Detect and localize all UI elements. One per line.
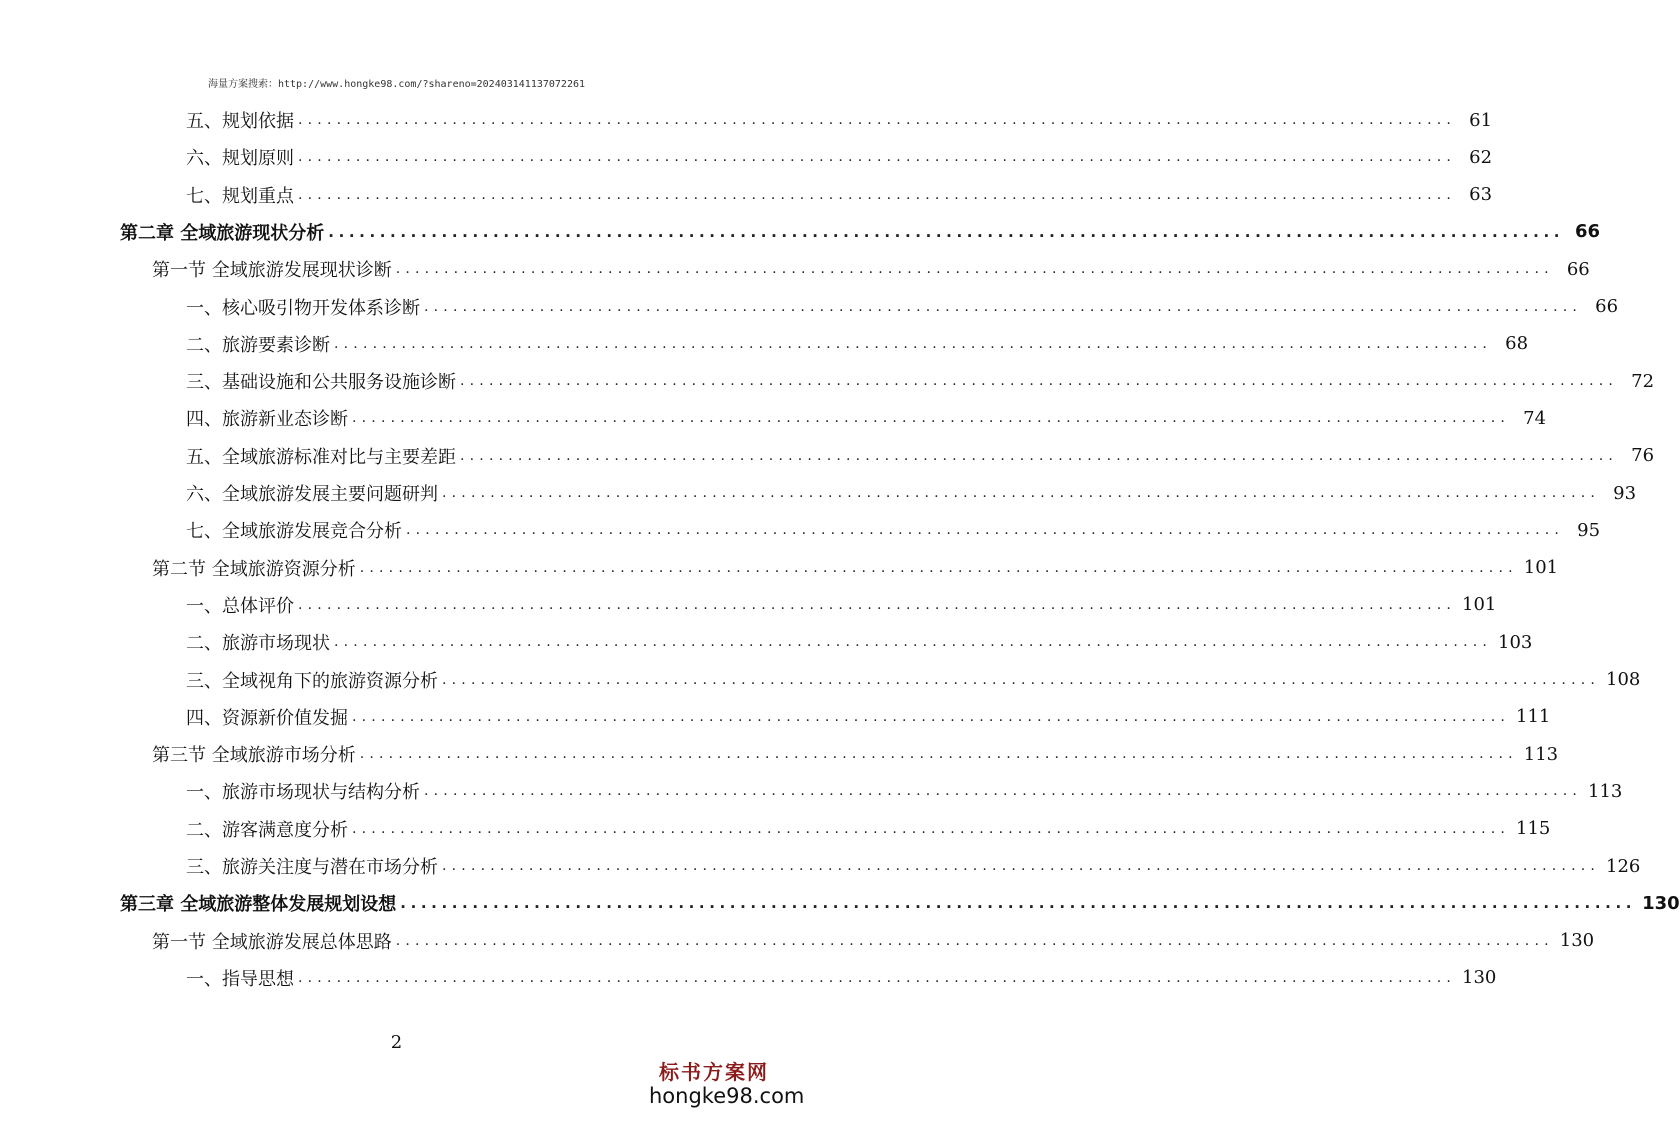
toc-entry-title: 一、核心吸引物开发体系诊断 [186, 297, 420, 319]
toc-entry-page: 68 [1505, 333, 1529, 355]
toc-row-item[interactable] [186, 478, 1637, 508]
toc-entry-page: 66 [1595, 296, 1619, 317]
toc-dot-leader: ........................................................................................................................ [400, 894, 1637, 913]
toc-dot-leader: ........................................................................................................................ [424, 783, 1583, 800]
toc-dot-leader: ........................................................................................................................ [298, 596, 1457, 613]
toc-entry-page: 66 [1575, 221, 1601, 243]
toc-entry-title: 第三节 全域旅游市场分析 [152, 745, 356, 767]
toc-entry-title: 五、规划依据 [186, 111, 294, 132]
toc-dot-leader: ........................................................................................................................ [352, 820, 1511, 837]
toc-entry-page: 111 [1516, 706, 1551, 728]
toc-entry-title: 第三章 全域旅游整体发展规划设想 [120, 894, 397, 916]
toc-entry-page: 72 [1631, 370, 1655, 392]
toc-row-item[interactable] [186, 814, 1551, 844]
toc-row-section[interactable] [152, 553, 1559, 583]
toc-row-item[interactable] [186, 963, 1497, 993]
toc-dot-leader: ........................................................................................................................ [359, 559, 1518, 576]
toc-row-item[interactable] [186, 441, 1655, 471]
toc-entry-title: 四、资源新价值发掘 [186, 707, 348, 729]
toc-entry-page: 101 [1462, 594, 1497, 616]
toc-dot-leader: ........................................................................................................................ [460, 447, 1619, 464]
toc-entry-page: 93 [1613, 482, 1637, 504]
toc-entry-title: 第二节 全域旅游资源分析 [152, 558, 356, 580]
toc-dot-leader: ........................................................................................................................ [442, 485, 1601, 501]
toc-entry-page: 113 [1523, 743, 1559, 765]
header-note[interactable]: 海量方案搜索：http://www.hongke98.com/?shareno=202403141137072261 [207, 79, 586, 90]
toc-row-item[interactable] [186, 142, 1493, 172]
toc-entry-title: 二、游客满意度分析 [186, 819, 348, 841]
toc-dot-leader: ........................................................................................................................ [460, 373, 1619, 390]
toc-entry-page: 108 [1606, 669, 1641, 690]
toc-entry-page: 76 [1631, 445, 1655, 467]
toc-dot-leader: ........................................................................................................................ [442, 671, 1601, 688]
toc-row-section[interactable] [152, 926, 1595, 956]
toc-entry-title: 三、基础设施和公共服务设施诊断 [186, 372, 456, 394]
toc-entry-page: 126 [1606, 855, 1641, 877]
watermark-cn-text: 标书方案网 [659, 1060, 769, 1084]
toc-entry-title: 六、全域旅游发展主要问题研判 [186, 484, 438, 505]
toc-entry-title: 四、旅游新业态诊断 [186, 409, 348, 431]
toc-entry-title: 七、全域旅游发展竞合分析 [186, 521, 402, 543]
toc-row-item[interactable] [186, 665, 1641, 695]
toc-entry-page: 113 [1588, 780, 1623, 802]
toc-dot-leader: ........................................................................................................................ [352, 410, 1511, 427]
toc-entry-title: 二、旅游要素诊断 [186, 334, 330, 356]
toc-entry-page: 61 [1469, 109, 1493, 131]
toc-entry-page: 95 [1577, 519, 1601, 541]
toc-dot-leader: ........................................................................................................................ [395, 261, 1554, 278]
toc-entry-title: 三、全域视角下的旅游资源分析 [186, 670, 438, 692]
toc-entry-title: 二、旅游市场现状 [186, 633, 330, 655]
toc-entry-title: 六、规划原则 [186, 148, 294, 170]
toc-dot-leader: ........................................................................................................................ [328, 222, 1565, 241]
toc-dot-leader: ........................................................................................................................ [298, 112, 1457, 128]
toc-entry-page: 115 [1516, 818, 1551, 840]
toc-entry-title: 三、旅游关注度与潜在市场分析 [186, 857, 438, 878]
toc-entry-page: 130 [1642, 892, 1680, 914]
toc-entry-title: 第一节 全域旅游发展现状诊断 [152, 260, 392, 282]
toc-dot-leader: ........................................................................................................................ [359, 746, 1518, 763]
toc-dot-leader: ........................................................................................................................ [298, 969, 1457, 986]
toc-entry-title: 一、指导思想 [186, 968, 294, 990]
toc-row-section[interactable] [152, 254, 1590, 284]
toc-entry-title: 第一节 全域旅游发展总体思路 [152, 931, 392, 953]
toc-entry-title: 第二章 全域旅游现状分析 [120, 222, 325, 244]
watermark-en-text: hongke98.com [649, 1084, 805, 1108]
toc-entry-title: 五、全域旅游标准对比与主要差距 [186, 446, 456, 468]
toc-entry-page: 130 [1559, 930, 1595, 952]
toc-row-item[interactable] [186, 180, 1493, 210]
toc-dot-leader: ........................................................................................................................ [442, 858, 1601, 874]
toc-entry-page: 130 [1462, 967, 1497, 989]
toc-row-item[interactable] [186, 776, 1623, 806]
toc-entry-page: 62 [1469, 146, 1493, 168]
toc-row-item[interactable] [186, 329, 1529, 359]
toc-entry-page: 101 [1523, 557, 1559, 579]
toc-row-item[interactable] [186, 292, 1619, 322]
toc-dot-leader: ........................................................................................................................ [424, 298, 1583, 315]
toc-row-chapter[interactable] [120, 888, 1680, 918]
toc-row-section[interactable] [152, 739, 1559, 769]
toc-row-item[interactable] [186, 851, 1641, 881]
toc-entry-page: 66 [1566, 258, 1590, 280]
toc-entry-title: 一、旅游市场现状与结构分析 [186, 782, 420, 804]
page-number: 2 [390, 1032, 403, 1053]
toc-row-chapter[interactable] [120, 217, 1601, 247]
toc-dot-leader: ........................................................................................................................ [334, 634, 1493, 651]
toc-row-item[interactable] [186, 590, 1497, 620]
watermark-logo [649, 1060, 805, 1108]
toc-dot-leader: ........................................................................................................................ [298, 186, 1457, 203]
toc-row-item[interactable] [186, 702, 1551, 732]
toc-dot-leader: ........................................................................................................................ [395, 932, 1554, 949]
toc-dot-leader: ........................................................................................................................ [298, 149, 1457, 166]
toc-row-item[interactable] [186, 366, 1655, 396]
toc-row-item[interactable] [186, 515, 1601, 545]
toc-dot-leader: ........................................................................................................................ [352, 708, 1511, 725]
toc-entry-page: 63 [1469, 184, 1493, 206]
toc-entry-title: 七、规划重点 [186, 185, 294, 207]
toc-dot-leader: ........................................................................................................................ [334, 335, 1493, 352]
toc-row-item[interactable] [186, 105, 1493, 135]
toc-row-item[interactable] [186, 627, 1533, 657]
toc-row-item[interactable] [186, 403, 1547, 433]
toc-entry-page: 103 [1498, 631, 1533, 653]
toc-entry-title: 一、总体评价 [186, 595, 294, 617]
toc-dot-leader: ........................................................................................................................ [406, 522, 1565, 539]
toc-entry-page: 74 [1523, 407, 1547, 429]
